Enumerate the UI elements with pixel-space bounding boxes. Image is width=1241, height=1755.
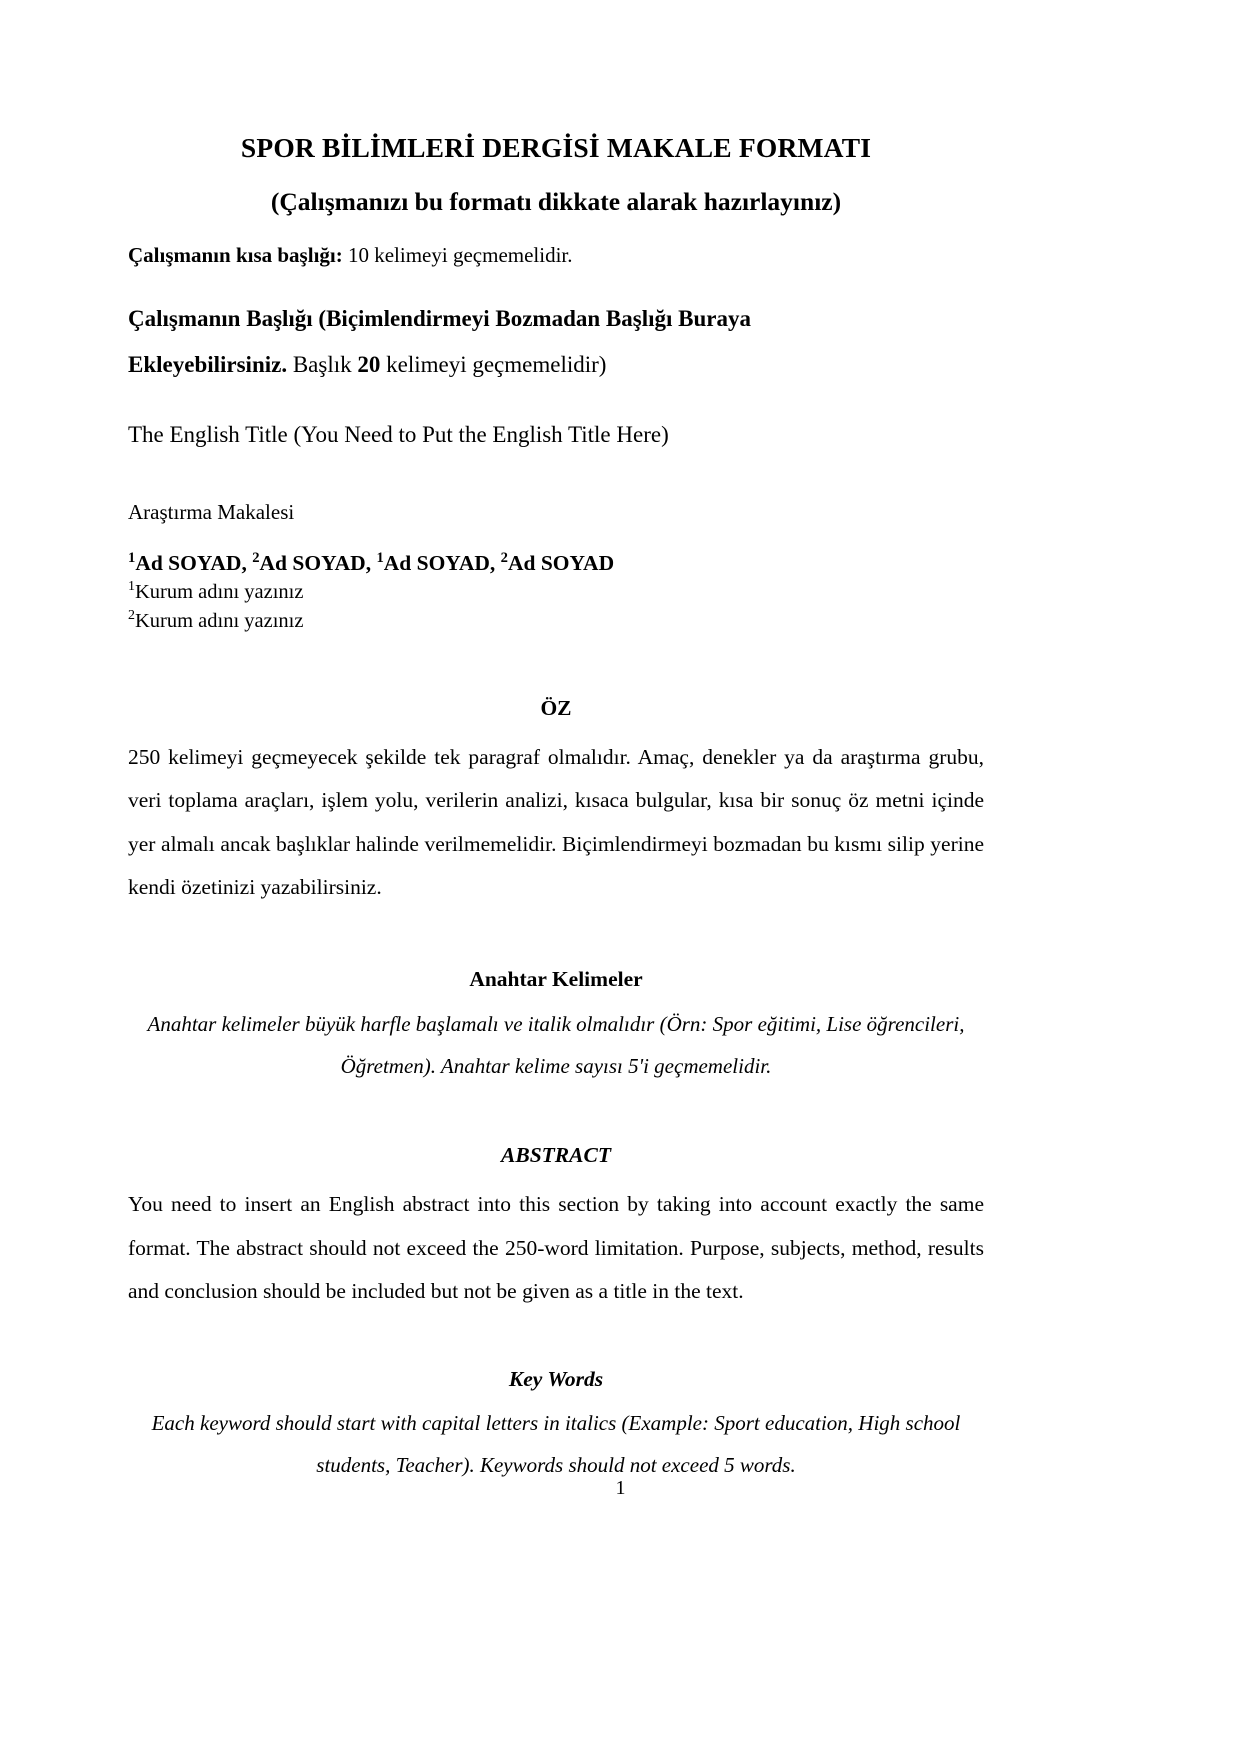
author-marker: 2 [500, 550, 508, 567]
author-entry [376, 551, 489, 575]
affiliation-text: Kurum adını yazınız [134, 580, 304, 603]
author-entry [252, 551, 365, 575]
abstract-body: You need to insert an English abstract into this section by taking into account exactly the same format. The abstract should not exceed the 250-word limitation. Purpose, subjects, method, results and conclusion should be included but not be given as a title in the text. [128, 1192, 984, 1304]
author-list [128, 526, 984, 577]
turkish-title-word-limit: 20 [357, 351, 381, 377]
author-name: Ad SOYAD [135, 551, 242, 576]
author-name: Ad SOYAD [507, 551, 615, 576]
english-title: The English Title (You Need to Put the English Title Here) [128, 421, 669, 447]
article-type: Araştırma Makalesi [128, 499, 295, 524]
abstract-heading: ABSTRACT [501, 1143, 611, 1168]
turkish-title-line2-lead: Ekleyebilirsiniz. [128, 351, 288, 377]
keywords-tr-body: Anahtar kelimeler büyük harfle başlamalı ve italik olmalıdır (Örn: Spor eğitimi, Lise öğrencileri, Öğretmen). Anahtar kelime sayısı 5'i geçmemelidir. [147, 1011, 965, 1078]
oz-body: 250 kelimeyi geçmeyecek şekilde tek paragraf olmalıdır. Amaç, denekler ya da araştırma grubu, veri toplama araçları, işlem yolu, verilerin analizi, kısaca bulgular, kısa bir sonuç öz metni içinde yer almalı ancak başlıklar halinde verilmemelidir. Biçimlendirmeyi bozmadan bu kısmı silip yerine kendi özetinizi yazabilirsiniz. [128, 744, 984, 900]
turkish-title-line2-text1: Başlık [287, 351, 358, 377]
turkish-title [128, 268, 984, 388]
turkish-title-line1: Çalışmanın Başlığı (Biçimlendirmeyi Bozmadan Başlığı Buraya [128, 305, 751, 331]
keywords-tr-heading: Anahtar Kelimeler [469, 966, 643, 991]
oz-heading: ÖZ [540, 696, 572, 720]
keywords-en-heading: Key Words [508, 1366, 604, 1391]
turkish-title-line2-text2: kelimeyi geçmemelidir) [380, 351, 607, 377]
affiliation-marker: 2 [128, 607, 135, 623]
short-title-line [128, 218, 984, 268]
affiliation-2 [128, 606, 984, 634]
author-marker: 1 [128, 550, 136, 567]
short-title-value: 10 kelimeyi geçmemelidir. [342, 242, 573, 267]
page-title: SPOR BİLİMLERİ DERGİSİ MAKALE FORMATI [240, 132, 872, 163]
author-marker: 1 [376, 550, 384, 567]
affiliation-text: Kurum adını yazınız [134, 609, 304, 632]
author-separator: , [241, 551, 253, 576]
author-name: Ad SOYAD [383, 551, 490, 576]
keywords-en-body: Each keyword should start with capital letters in italics (Example: Sport education, High school students, Teacher). Keywords should not exceed 5 words. [151, 1410, 961, 1477]
author-marker: 2 [252, 550, 260, 567]
page-subtitle: (Çalışmanızı bu formatı dikkate alarak hazırlayınız) [270, 187, 842, 216]
author-entry [128, 551, 241, 575]
short-title-label: Çalışmanın kısa başlığı: [128, 242, 343, 267]
affiliation-1 [128, 577, 984, 605]
author-name: Ad SOYAD [259, 551, 366, 576]
page-number: 1 [615, 1477, 626, 1499]
author-separator: , [489, 551, 501, 576]
author-separator: , [365, 551, 377, 576]
author-entry [501, 551, 614, 575]
page-content [128, 0, 984, 1486]
affiliation-marker: 1 [128, 579, 135, 595]
